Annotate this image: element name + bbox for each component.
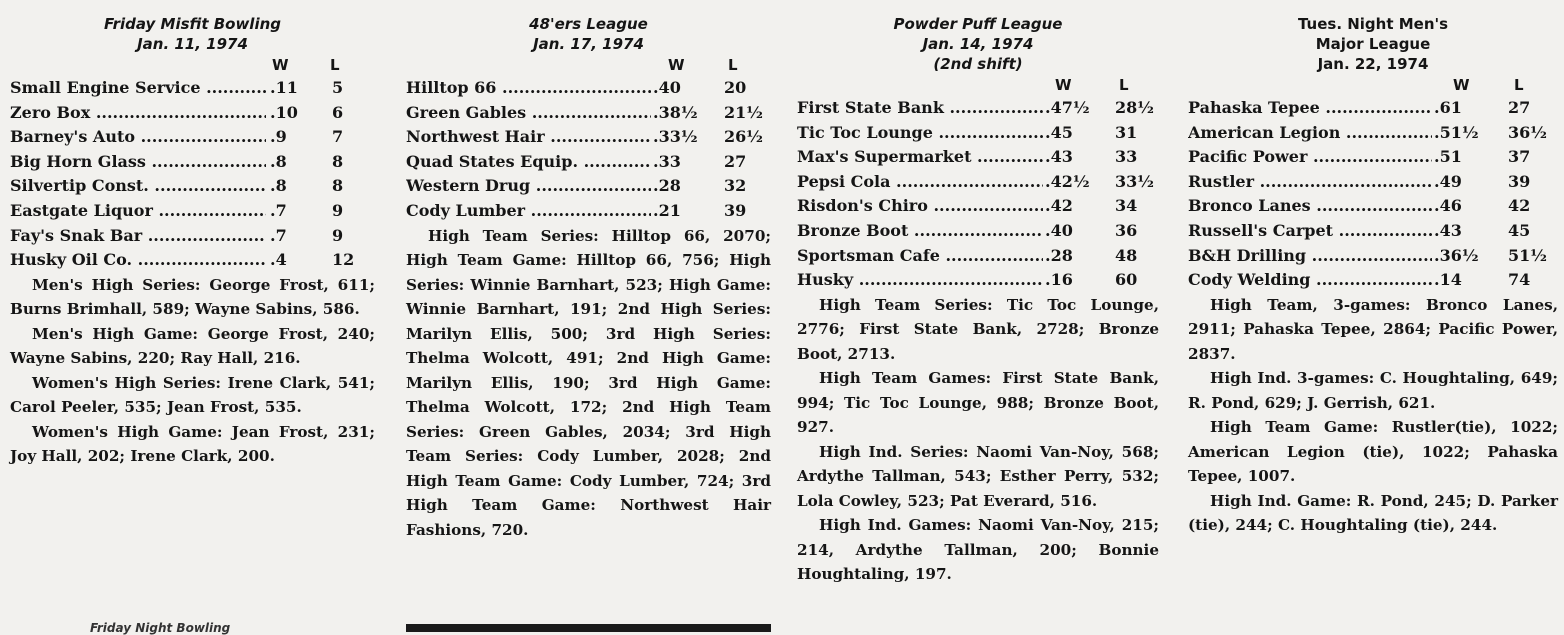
- l-label: L: [330, 56, 340, 74]
- w-label: W: [1453, 76, 1470, 94]
- column-tues-night: [1188, 14, 1558, 538]
- standings-row: [10, 101, 375, 126]
- league-date: Jan. 17, 1974: [533, 35, 644, 53]
- league-shift: (2nd shift): [933, 55, 1023, 73]
- team-name: Bronze Boot .....: [797, 219, 1043, 244]
- wins-value: .38½: [651, 101, 698, 126]
- wins-value: .10: [268, 101, 298, 126]
- wins-value: .40: [1043, 219, 1073, 244]
- team-name: Risdon's Chiro .....: [797, 194, 1043, 219]
- results-paragraph: Women's High Game: Jean Frost, 231; Joy Hall, 202; Irene Clark, 200.: [10, 422, 375, 466]
- results-paragraph: High Team Series: Hilltop 66, 2070; High Team Game: Hilltop 66, 756; High Series: Winnie Barnhart, 523; High Game: Winnie Barnhart, 191; 2nd High Series: Marilyn Ellis, 500; 3rd High Series: Thelma Wolcott, 491; 2nd High Game: Marilyn Ellis, 190; 3rd High Game: Thelma Wolcott, 172; 2nd High Team Series: Green Gables, 2034; 3rd High Team Series: Cody Lumber, 2028; 2nd High Team Game: Cody Lumber, 724; 3rd High Team Game: Northwest Hair Fashions, 720.: [406, 226, 771, 539]
- league-header: [1188, 14, 1558, 74]
- wins-value: .7: [268, 224, 287, 249]
- wl-header: [10, 54, 375, 76]
- losses-value: 9: [332, 225, 344, 245]
- losses-value: 51½: [1508, 245, 1547, 265]
- losses-value: 32: [724, 176, 747, 196]
- standings-row: [1188, 170, 1558, 195]
- standings-row: [797, 170, 1159, 195]
- team-name: Pahaska Tepee .....: [1188, 96, 1432, 121]
- results-paragraph: High Team, 3-games: Bronco Lanes, 2911; Pahaska Tepee, 2864; Pacific Power, 2837.: [1188, 295, 1558, 363]
- wins-value: .42½: [1043, 170, 1090, 195]
- wins-value: .46: [1432, 194, 1462, 219]
- results-paragraph: High Team Games: First State Bank, 994; Tic Toc Lounge, 988; Bronze Boot, 927.: [797, 369, 1159, 437]
- standings-table: [797, 96, 1159, 293]
- w-label: W: [1055, 76, 1072, 94]
- team-name: Sportsman Cafe .....: [797, 244, 1043, 269]
- wins-value: .16: [1043, 268, 1073, 293]
- team-name: Barney's Auto .....: [10, 125, 266, 150]
- column-friday-misfit: [10, 14, 375, 469]
- losses-value: 34: [1115, 196, 1138, 216]
- losses-value: 36½: [1508, 122, 1547, 142]
- wins-value: .51½: [1432, 121, 1479, 146]
- wins-value: .4: [268, 248, 287, 273]
- wins-value: .28: [1043, 244, 1073, 269]
- next-section-heading: Friday Night Bowling: [90, 621, 231, 635]
- losses-value: 26½: [724, 127, 763, 147]
- team-name: Fay's Snak Bar .....: [10, 224, 266, 249]
- wins-value: .11: [268, 76, 298, 101]
- losses-value: 42: [1508, 196, 1531, 216]
- wins-value: .8: [268, 174, 287, 199]
- standings-row: [797, 145, 1159, 170]
- results-paragraph: Women's High Series: Irene Clark, 541; Carol Peeler, 535; Jean Frost, 535.: [10, 373, 375, 417]
- losses-value: 36: [1115, 220, 1138, 240]
- losses-value: 27: [724, 151, 747, 171]
- wins-value: .21: [651, 199, 681, 224]
- wins-value: .40: [651, 76, 681, 101]
- wins-value: .9: [268, 125, 287, 150]
- standings-row: [1188, 268, 1558, 293]
- results-text: [797, 293, 1159, 587]
- league-date: Jan. 11, 1974: [137, 35, 248, 53]
- team-name: Cody Lumber .....: [406, 199, 651, 224]
- wins-value: .45: [1043, 121, 1073, 146]
- wins-value: .51: [1432, 145, 1462, 170]
- team-name: Western Drug .....: [406, 174, 651, 199]
- standings-row: [1188, 244, 1558, 269]
- wins-value: .33: [651, 150, 681, 175]
- l-label: L: [1514, 76, 1524, 94]
- team-name: B&H Drilling .....: [1188, 244, 1432, 269]
- team-name: Hilltop 66 .....: [406, 76, 651, 101]
- divider-rule: [406, 624, 771, 632]
- team-name: Husky .....: [797, 268, 1043, 293]
- team-name: Eastgate Liquor .....: [10, 199, 266, 224]
- wins-value: .61: [1432, 96, 1462, 121]
- losses-value: 48: [1115, 245, 1138, 265]
- results-paragraph: High Ind. Game: R. Pond, 245; D. Parker (tie), 244; C. Houghtaling (tie), 244.: [1188, 491, 1558, 535]
- standings-row: [406, 125, 771, 150]
- wins-value: .43: [1043, 145, 1073, 170]
- standings-row: [10, 174, 375, 199]
- league-date: Jan. 14, 1974: [922, 35, 1034, 53]
- team-name: Small Engine Service .....: [10, 76, 266, 101]
- wins-value: .28: [651, 174, 681, 199]
- results-paragraph: High Ind. 3-games: C. Houghtaling, 649; R. Pond, 629; J. Gerrish, 621.: [1188, 369, 1558, 412]
- losses-value: 8: [332, 151, 344, 171]
- standings-row: [10, 224, 375, 249]
- standings-row: [10, 76, 375, 101]
- losses-value: 45: [1508, 220, 1531, 240]
- standings-row: [406, 150, 771, 175]
- results-paragraph: Men's High Game: George Frost, 240; Wayne Sabins, 220; Ray Hall, 216.: [10, 324, 375, 368]
- team-name: Big Horn Glass .....: [10, 150, 266, 175]
- league-header: [797, 14, 1159, 74]
- results-text: [406, 224, 771, 543]
- losses-value: 21½: [724, 102, 763, 122]
- losses-value: 6: [332, 102, 344, 122]
- league-subtitle: Major League: [1315, 35, 1431, 53]
- standings-row: [797, 96, 1159, 121]
- standings-row: [10, 125, 375, 150]
- standings-row: [797, 194, 1159, 219]
- team-name: Tic Toc Lounge .....: [797, 121, 1043, 146]
- wins-value: .36½: [1432, 244, 1479, 269]
- losses-value: 8: [332, 176, 344, 196]
- losses-value: 12: [332, 250, 355, 270]
- team-name: Silvertip Const. .....: [10, 174, 266, 199]
- team-name: First State Bank .....: [797, 96, 1043, 121]
- l-label: L: [1119, 76, 1129, 94]
- losses-value: 31: [1115, 122, 1138, 142]
- losses-value: 33½: [1115, 171, 1154, 191]
- wl-header: [406, 54, 771, 76]
- standings-row: [797, 219, 1159, 244]
- results-paragraph: High Team Series: Tic Toc Lounge, 2776; First State Bank, 2728; Bronze Boot, 2713.: [797, 295, 1159, 363]
- wins-value: .8: [268, 150, 287, 175]
- team-name: Quad States Equip. .....: [406, 150, 651, 175]
- team-name: American Legion .....: [1188, 121, 1432, 146]
- team-name: Zero Box .....: [10, 101, 266, 126]
- team-name: Green Gables .....: [406, 101, 651, 126]
- league-header: [10, 14, 375, 54]
- team-name: Northwest Hair .....: [406, 125, 651, 150]
- wl-header: [1188, 74, 1558, 96]
- results-paragraph: Men's High Series: George Frost, 611; Burns Brimhall, 589; Wayne Sabins, 586.: [10, 275, 375, 319]
- losses-value: 5: [332, 78, 344, 97]
- team-name: Pepsi Cola .....: [797, 170, 1043, 195]
- w-label: W: [272, 56, 289, 74]
- losses-value: 33: [1115, 147, 1138, 167]
- column-powder-puff: [797, 14, 1159, 587]
- league-header: [406, 14, 771, 54]
- wins-value: .43: [1432, 219, 1462, 244]
- losses-value: 39: [724, 200, 747, 220]
- results-paragraph: High Ind. Series: Naomi Van-Noy, 568; Ardythe Tallman, 543; Esther Perry, 532; Lola Cowley, 523; Pat Everard, 516.: [797, 442, 1159, 510]
- standings-table: [406, 76, 771, 224]
- standings-row: [1188, 96, 1558, 121]
- wins-value: .49: [1432, 170, 1462, 195]
- l-label: L: [728, 56, 738, 74]
- team-name: Rustler .....: [1188, 170, 1432, 195]
- results-text: [1188, 293, 1558, 538]
- standings-row: [406, 101, 771, 126]
- standings-row: [406, 76, 771, 101]
- column-48ers: [406, 14, 771, 542]
- standings-row: [797, 244, 1159, 269]
- league-title: 48'ers League: [529, 15, 648, 33]
- losses-value: 9: [332, 200, 344, 220]
- wins-value: .14: [1432, 268, 1462, 293]
- team-name: Russell's Carpet .....: [1188, 219, 1432, 244]
- standings-row: [1188, 121, 1558, 146]
- w-label: W: [668, 56, 685, 74]
- results-paragraph: High Team Game: Rustler(tie), 1022; American Legion (tie), 1022; Pahaska Tepee, 1007.: [1188, 418, 1558, 486]
- standings-row: [10, 199, 375, 224]
- wl-header: [797, 74, 1159, 96]
- wins-value: .33½: [651, 125, 698, 150]
- standings-row: [10, 150, 375, 175]
- standings-row: [1188, 219, 1558, 244]
- team-name: Bronco Lanes .....: [1188, 194, 1432, 219]
- standings-row: [1188, 145, 1558, 170]
- losses-value: 28½: [1115, 98, 1154, 117]
- wins-value: .7: [268, 199, 287, 224]
- standings-row: [406, 199, 771, 224]
- team-name: Husky Oil Co. .....: [10, 248, 266, 273]
- standings-row: [797, 121, 1159, 146]
- losses-value: 74: [1508, 270, 1531, 290]
- standings-row: [10, 248, 375, 273]
- results-text: [10, 273, 375, 469]
- league-title: Friday Misfit Bowling: [103, 15, 282, 33]
- losses-value: 20: [724, 78, 747, 97]
- wins-value: .47½: [1043, 96, 1090, 121]
- results-paragraph: High Ind. Games: Naomi Van-Noy, 215; 214, Ardythe Tallman, 200; Bonnie Houghtaling, 197.: [797, 516, 1159, 584]
- team-name: Cody Welding .....: [1188, 268, 1432, 293]
- losses-value: 27: [1508, 98, 1531, 117]
- losses-value: 60: [1115, 270, 1138, 290]
- standings-table: [10, 76, 375, 273]
- team-name: Max's Supermarket .....: [797, 145, 1043, 170]
- standings-row: [1188, 194, 1558, 219]
- standings-row: [406, 174, 771, 199]
- league-date: Jan. 22, 1974: [1317, 55, 1429, 73]
- standings-table: [1188, 96, 1558, 293]
- league-title: Powder Puff League: [893, 15, 1063, 33]
- wins-value: .42: [1043, 194, 1073, 219]
- losses-value: 39: [1508, 171, 1531, 191]
- standings-row: [797, 268, 1159, 293]
- losses-value: 37: [1508, 147, 1531, 167]
- team-name: Pacific Power .....: [1188, 145, 1432, 170]
- losses-value: 7: [332, 127, 344, 147]
- league-title: Tues. Night Men's: [1297, 15, 1449, 33]
